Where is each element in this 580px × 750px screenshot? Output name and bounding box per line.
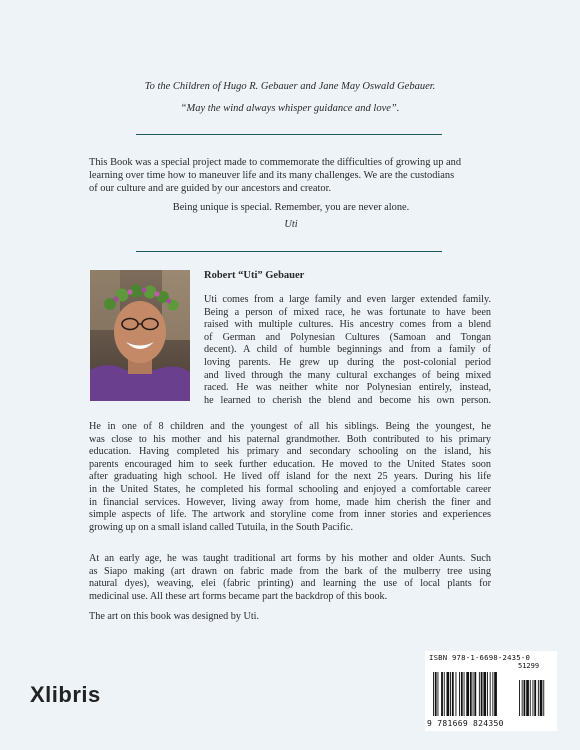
price-code: 51299 [518, 662, 540, 670]
author-name: Robert “Uti” Gebauer [204, 270, 305, 281]
intro-line: learning over time how to maneuver life and its many challenges. We are the custodians [89, 170, 455, 182]
intro-line: of our culture and are guided by our ancestors and creator. [89, 183, 332, 195]
bio-line: of German and Polynesian Cultures (Samoan and Tongan [204, 331, 491, 343]
art-line: natural dyes), weaving, elei (fabric printing) and learning the use of local plants for [89, 578, 491, 590]
author-bio-top [204, 294, 491, 407]
intro-signature: Uti [284, 218, 298, 230]
barcode-digits: 9 781669 824350 [427, 719, 504, 728]
bio-line: simple aspects of life. The artwork and storyline come from inner stories and experiences [89, 509, 491, 521]
bio-line: Uti comes from a large family and even larger extended family. [204, 294, 491, 305]
bio-line: Being a person of mixed race, he was fortunate to have been [204, 306, 491, 318]
divider-bottom [136, 251, 442, 252]
art-line: as Siapo making (art drawn on fabric made from the bark of the mulberry tree using [89, 565, 491, 577]
author-bio-bottom [89, 421, 491, 534]
bio-line: raised with multiple cultures. His ancestry comes from a blend [204, 319, 491, 331]
bio-line: he learned to cherish the blend and become his own person. [204, 394, 491, 406]
art-paragraph [89, 553, 491, 603]
bio-line: was close to his mother and his paternal grandmother. Both contributed to his primary [89, 433, 491, 445]
isbn-number: ISBN 978-1-6698-2435-0 [429, 653, 531, 662]
divider-top [136, 134, 442, 135]
bio-line: in financial services. However, living away from home, made him cherish the finer and [89, 496, 491, 508]
dedication [0, 79, 580, 123]
intro-paragraph [89, 156, 493, 231]
barcode-bars [431, 662, 551, 718]
isbn-barcode [425, 651, 557, 731]
intro-motto: Being unique is special. Remember, you are never alone. [172, 201, 410, 213]
bio-line: education. Having completed his primary and secondary schooling on the island, his [89, 446, 491, 458]
bio-line: raced. He was neither white nor Polynesian entirely, instead, [204, 382, 491, 394]
bio-line: He in one of 8 children and the youngest of all his siblings. Being the youngest, he [89, 421, 491, 432]
art-credit: The art on this book was designed by Uti. [89, 611, 260, 622]
bio-line: parents encouraged him to seek further education. He moved to the United States soon [89, 458, 491, 470]
bio-line: in the United States, he completed his formal schooling and enjoyed a comfortable career [89, 483, 491, 495]
intro-line: This Book was a special project made to commemorate the difficulties of growing up and [89, 157, 462, 168]
art-line: At an early age, he was taught traditional art forms by his mother and older Aunts. Such [89, 553, 491, 564]
art-line: medicinal use. All these art forms became part the backdrop of this book. [89, 590, 388, 602]
dedication-line: To the Children of Hugo R. Gebauer and Jane May Oswald Gebauer. [144, 81, 436, 92]
bio-line: growing up on a small island called Tutuila, in the South Pacific. [89, 521, 353, 533]
bio-line: decent). A child of humble beginnings and from a family of [204, 344, 491, 356]
bio-line: after graduating high school. He lived off island for the next 25 years. During his life [89, 471, 491, 483]
bio-line: and lived through the many cultural exchanges of being mixed [204, 369, 491, 381]
dedication-quote: “May the wind always whisper guidance and love”. [180, 103, 400, 114]
author-photo [90, 270, 190, 401]
publisher-logo: Xlibris [30, 682, 101, 707]
bio-line: loving parents. He grew up during the post-colonial period [204, 356, 491, 368]
